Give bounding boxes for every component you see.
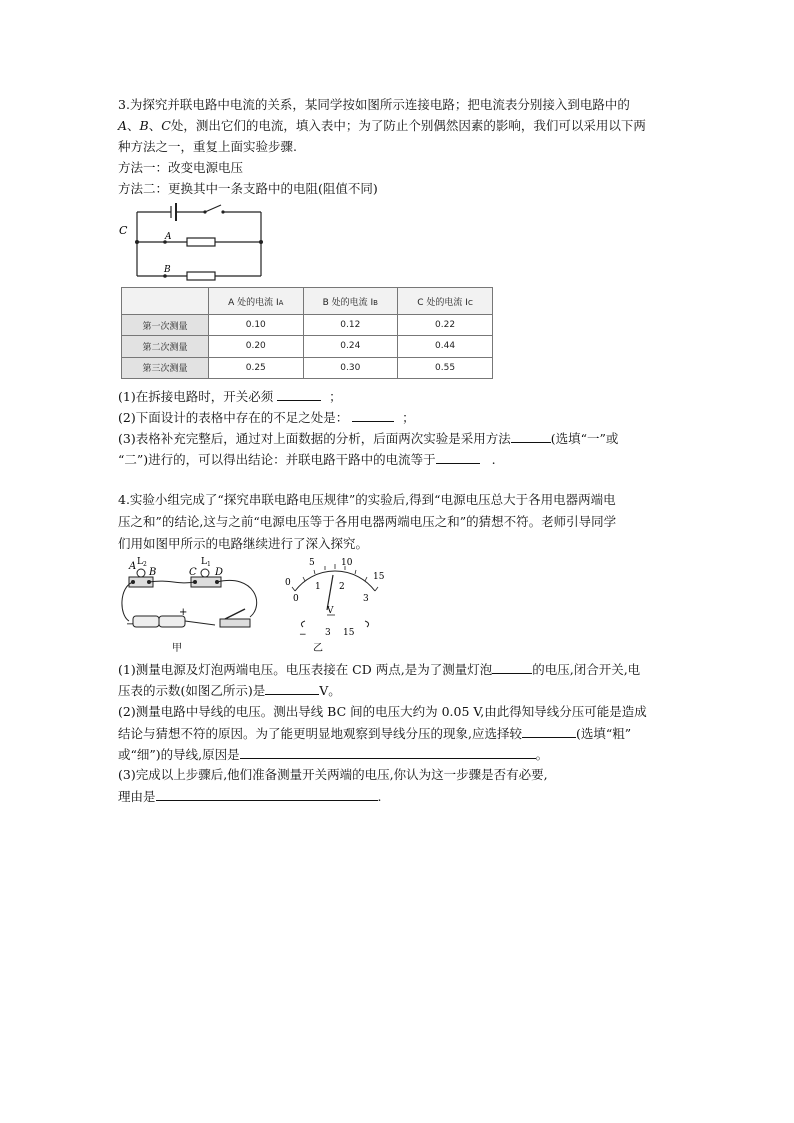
row-label: 第二次测量 [122, 336, 209, 357]
label-b: B [164, 265, 171, 275]
scale-bottom-3: 3 [363, 594, 369, 604]
cell-b: 0.30 [303, 357, 398, 378]
q4-figure-jia [115, 555, 265, 655]
q3-intro-line2: A、B、C处，测出它们的电流，填入表中；为了防止个别偶然因素的影响，我们可以采用以下两 [118, 118, 646, 133]
label-l1: $L_1$ [201, 557, 211, 568]
row-label: 第一次测量 [122, 315, 209, 336]
scale-top-15: 15 [373, 572, 385, 582]
scale-bottom-2: 2 [339, 582, 345, 592]
terminal-minus: − [299, 630, 307, 640]
voltmeter-needle [327, 575, 333, 610]
q4-intro-line3: 们用如图甲所示的电路继续进行了深入探究。 [118, 536, 369, 551]
scale-bottom-1: 1 [315, 582, 321, 592]
answer-blank-conclusion[interactable] [436, 451, 480, 464]
q4-sub1-line2: 压表的示数(如图乙所示)是 V。 [118, 683, 341, 698]
table-header-corner [122, 288, 209, 315]
cell-b: 0.24 [303, 336, 398, 357]
figure-caption-yi: 乙 [313, 643, 323, 654]
label-plus: + [179, 607, 188, 618]
label-a: A [129, 561, 137, 572]
row-label: 第三次测量 [122, 357, 209, 378]
q3-sub1: (1)在拆接电路时，开关必须 ； [118, 389, 342, 404]
cell-a: 0.25 [209, 357, 304, 378]
answer-blank-switch-reason[interactable] [156, 788, 378, 801]
label-d: D [215, 567, 224, 578]
answer-blank-voltage[interactable] [265, 682, 319, 695]
label-b: B [149, 567, 157, 578]
terminal-3: 3 [325, 628, 331, 638]
label-c: C [119, 224, 128, 237]
answer-blank-lamp[interactable] [492, 661, 532, 674]
table-header-a: A 处的电流 IA [209, 288, 304, 315]
answer-blank-table-flaw[interactable] [352, 409, 394, 422]
cell-c: 0.22 [398, 315, 493, 336]
q3-intro-line1: 3.为探究并联电路中电流的关系，某同学按如图所示连接电路；把电流表分别接入到电路中的 [118, 97, 630, 112]
q4-sub1-line1: (1)测量电源及灯泡两端电压。电压表接在 CD 两点,是为了测量灯泡 的电压,闭合开关,电 [118, 662, 641, 677]
label-c: C [189, 567, 197, 578]
terminal-15: 15 [343, 628, 355, 638]
q3-intro-line3: 种方法之一，重复上面实验步骤. [118, 139, 297, 154]
q3-method2: 方法二：更换其中一条支路中的电阻(阻值不同) [118, 181, 378, 196]
table-header-row [122, 288, 493, 315]
answer-blank-reason[interactable] [240, 746, 536, 759]
label-l2: $L_2$ [137, 557, 147, 568]
q3-sub2: (2)下面设计的表格中存在的不足之处是： ； [118, 410, 415, 425]
figure-caption-jia: 甲 [172, 643, 182, 654]
q4-sub2-line3: 或“细”)的导线,原因是 。 [118, 747, 549, 762]
q4-sub3-line1: (3)完成以上步骤后,他们准备测量开关两端的电压,你认为这一步骤是否有必要, [118, 767, 548, 782]
q4-sub3-line2: 理由是 . [118, 789, 382, 804]
table-row [122, 315, 493, 336]
table-row [122, 357, 493, 378]
scale-top-10: 10 [341, 558, 353, 568]
q3-method1: 方法一：改变电源电压 [118, 160, 244, 175]
answer-blank-method[interactable] [511, 430, 551, 443]
q3-sub3-line2: “二”)进行的，可以得出结论：并联电路干路中的电流等于 . [118, 452, 496, 467]
q4-sub2-line1: (2)测量电路中导线的电压。测出导线 BC 间的电压大约为 0.05 V,由此得知导线分压可能是造成 [118, 704, 647, 719]
cell-b: 0.12 [303, 315, 398, 336]
table-header-b: B 处的电流 IB [303, 288, 398, 315]
q4-intro-line1: 4.实验小组完成了“探究串联电路电压规律”的实验后,得到“电源电压总大于各用电器两端电 [118, 492, 616, 507]
answer-blank-switch-state[interactable] [277, 388, 321, 401]
cell-c: 0.55 [398, 357, 493, 378]
q3-sub3-line1: (3)表格补充完整后，通过对上面数据的分析，后面两次实验是采用方法 (选填“一”或 [118, 431, 619, 446]
label-a: A [165, 232, 172, 242]
scale-top-5: 5 [309, 558, 315, 568]
q3-circuit-diagram [115, 200, 275, 285]
cell-a: 0.10 [209, 315, 304, 336]
scale-bottom-0: 0 [293, 594, 299, 604]
q4-intro-line2: 压之和”的结论,这与之前“电源电压等于各用电器两端电压之和”的猜想不符。老师引导同学 [118, 514, 617, 529]
cell-a: 0.20 [209, 336, 304, 357]
q3-current-table [121, 287, 493, 379]
answer-blank-wire-thickness[interactable] [522, 725, 576, 738]
table-row [122, 336, 493, 357]
voltmeter-unit: V [327, 606, 334, 616]
table-header-c: C 处的电流 IC [398, 288, 493, 315]
q4-figure-yi-voltmeter [283, 555, 393, 655]
label-minus: − [126, 619, 135, 630]
cell-c: 0.44 [398, 336, 493, 357]
q4-sub2-line2: 结论与猜想不符的原因。为了能更明显地观察到导线分压的现象,应选择较 (选填“粗” [118, 726, 632, 741]
scale-top-zero: 0 [285, 578, 291, 588]
